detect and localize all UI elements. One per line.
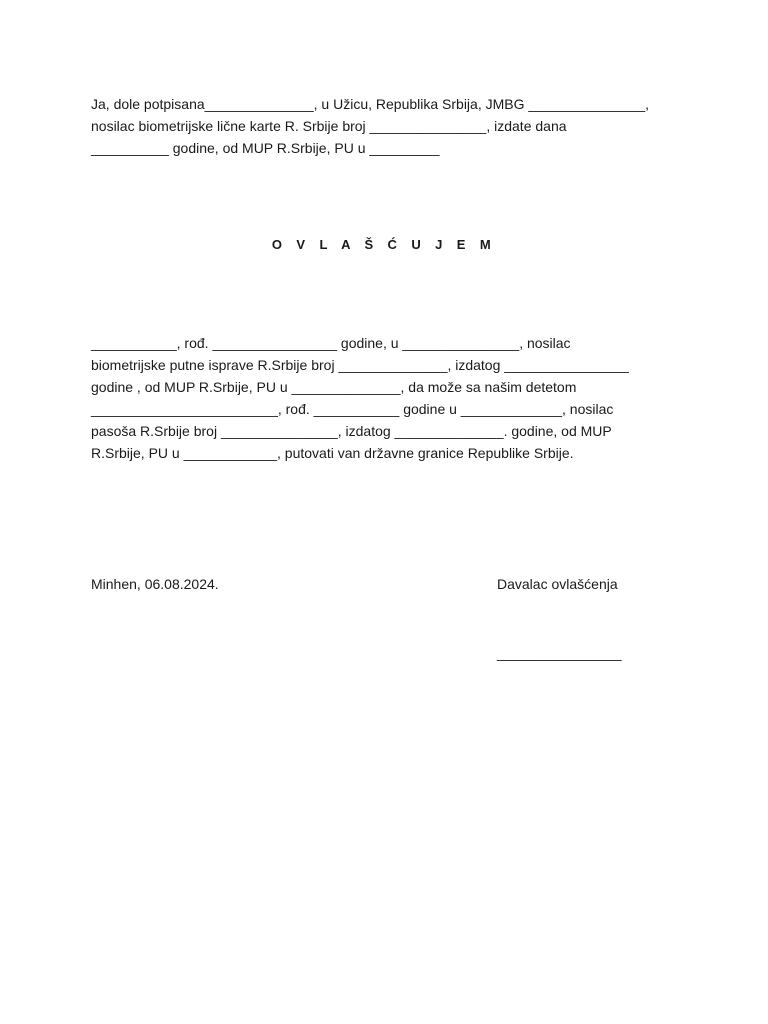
document-heading: O V L A Š Ć U J E M <box>271 237 497 252</box>
intro-line-1: Ja, dole potpisana______________, u Užicu, Republika Srbija, JMBG _______________, <box>91 96 650 112</box>
body-line-2: biometrijske putne isprave R.Srbije broj ______________, izdatog ________________ <box>91 357 629 373</box>
place-and-date: Minhen, 06.08.2024. <box>91 576 219 592</box>
body-line-1: ___________, rođ. ________________ godine, u _______________, nosilac <box>91 335 571 351</box>
body-line-3: godine , od MUP R.Srbije, PU u ______________, da može sa našim detetom <box>91 379 577 395</box>
body-line-4: ________________________, rođ. ___________ godine u _____________, nosilac <box>91 401 614 417</box>
intro-paragraph <box>91 93 691 159</box>
signer-label: Davalac ovlašćenja <box>497 576 618 592</box>
authorization-paragraph <box>91 332 691 464</box>
body-line-6: R.Srbije, PU u ____________, putovati van državne granice Republike Srbije. <box>91 445 574 461</box>
intro-line-2: nosilac biometrijske lične karte R. Srbije broj _______________, izdate dana <box>91 118 567 134</box>
signature-line: ________________ <box>497 645 622 661</box>
intro-line-3: __________ godine, od MUP R.Srbije, PU u _________ <box>91 140 440 156</box>
body-line-5: pasoša R.Srbije broj _______________, izdatog ______________. godine, od MUP <box>91 423 612 439</box>
